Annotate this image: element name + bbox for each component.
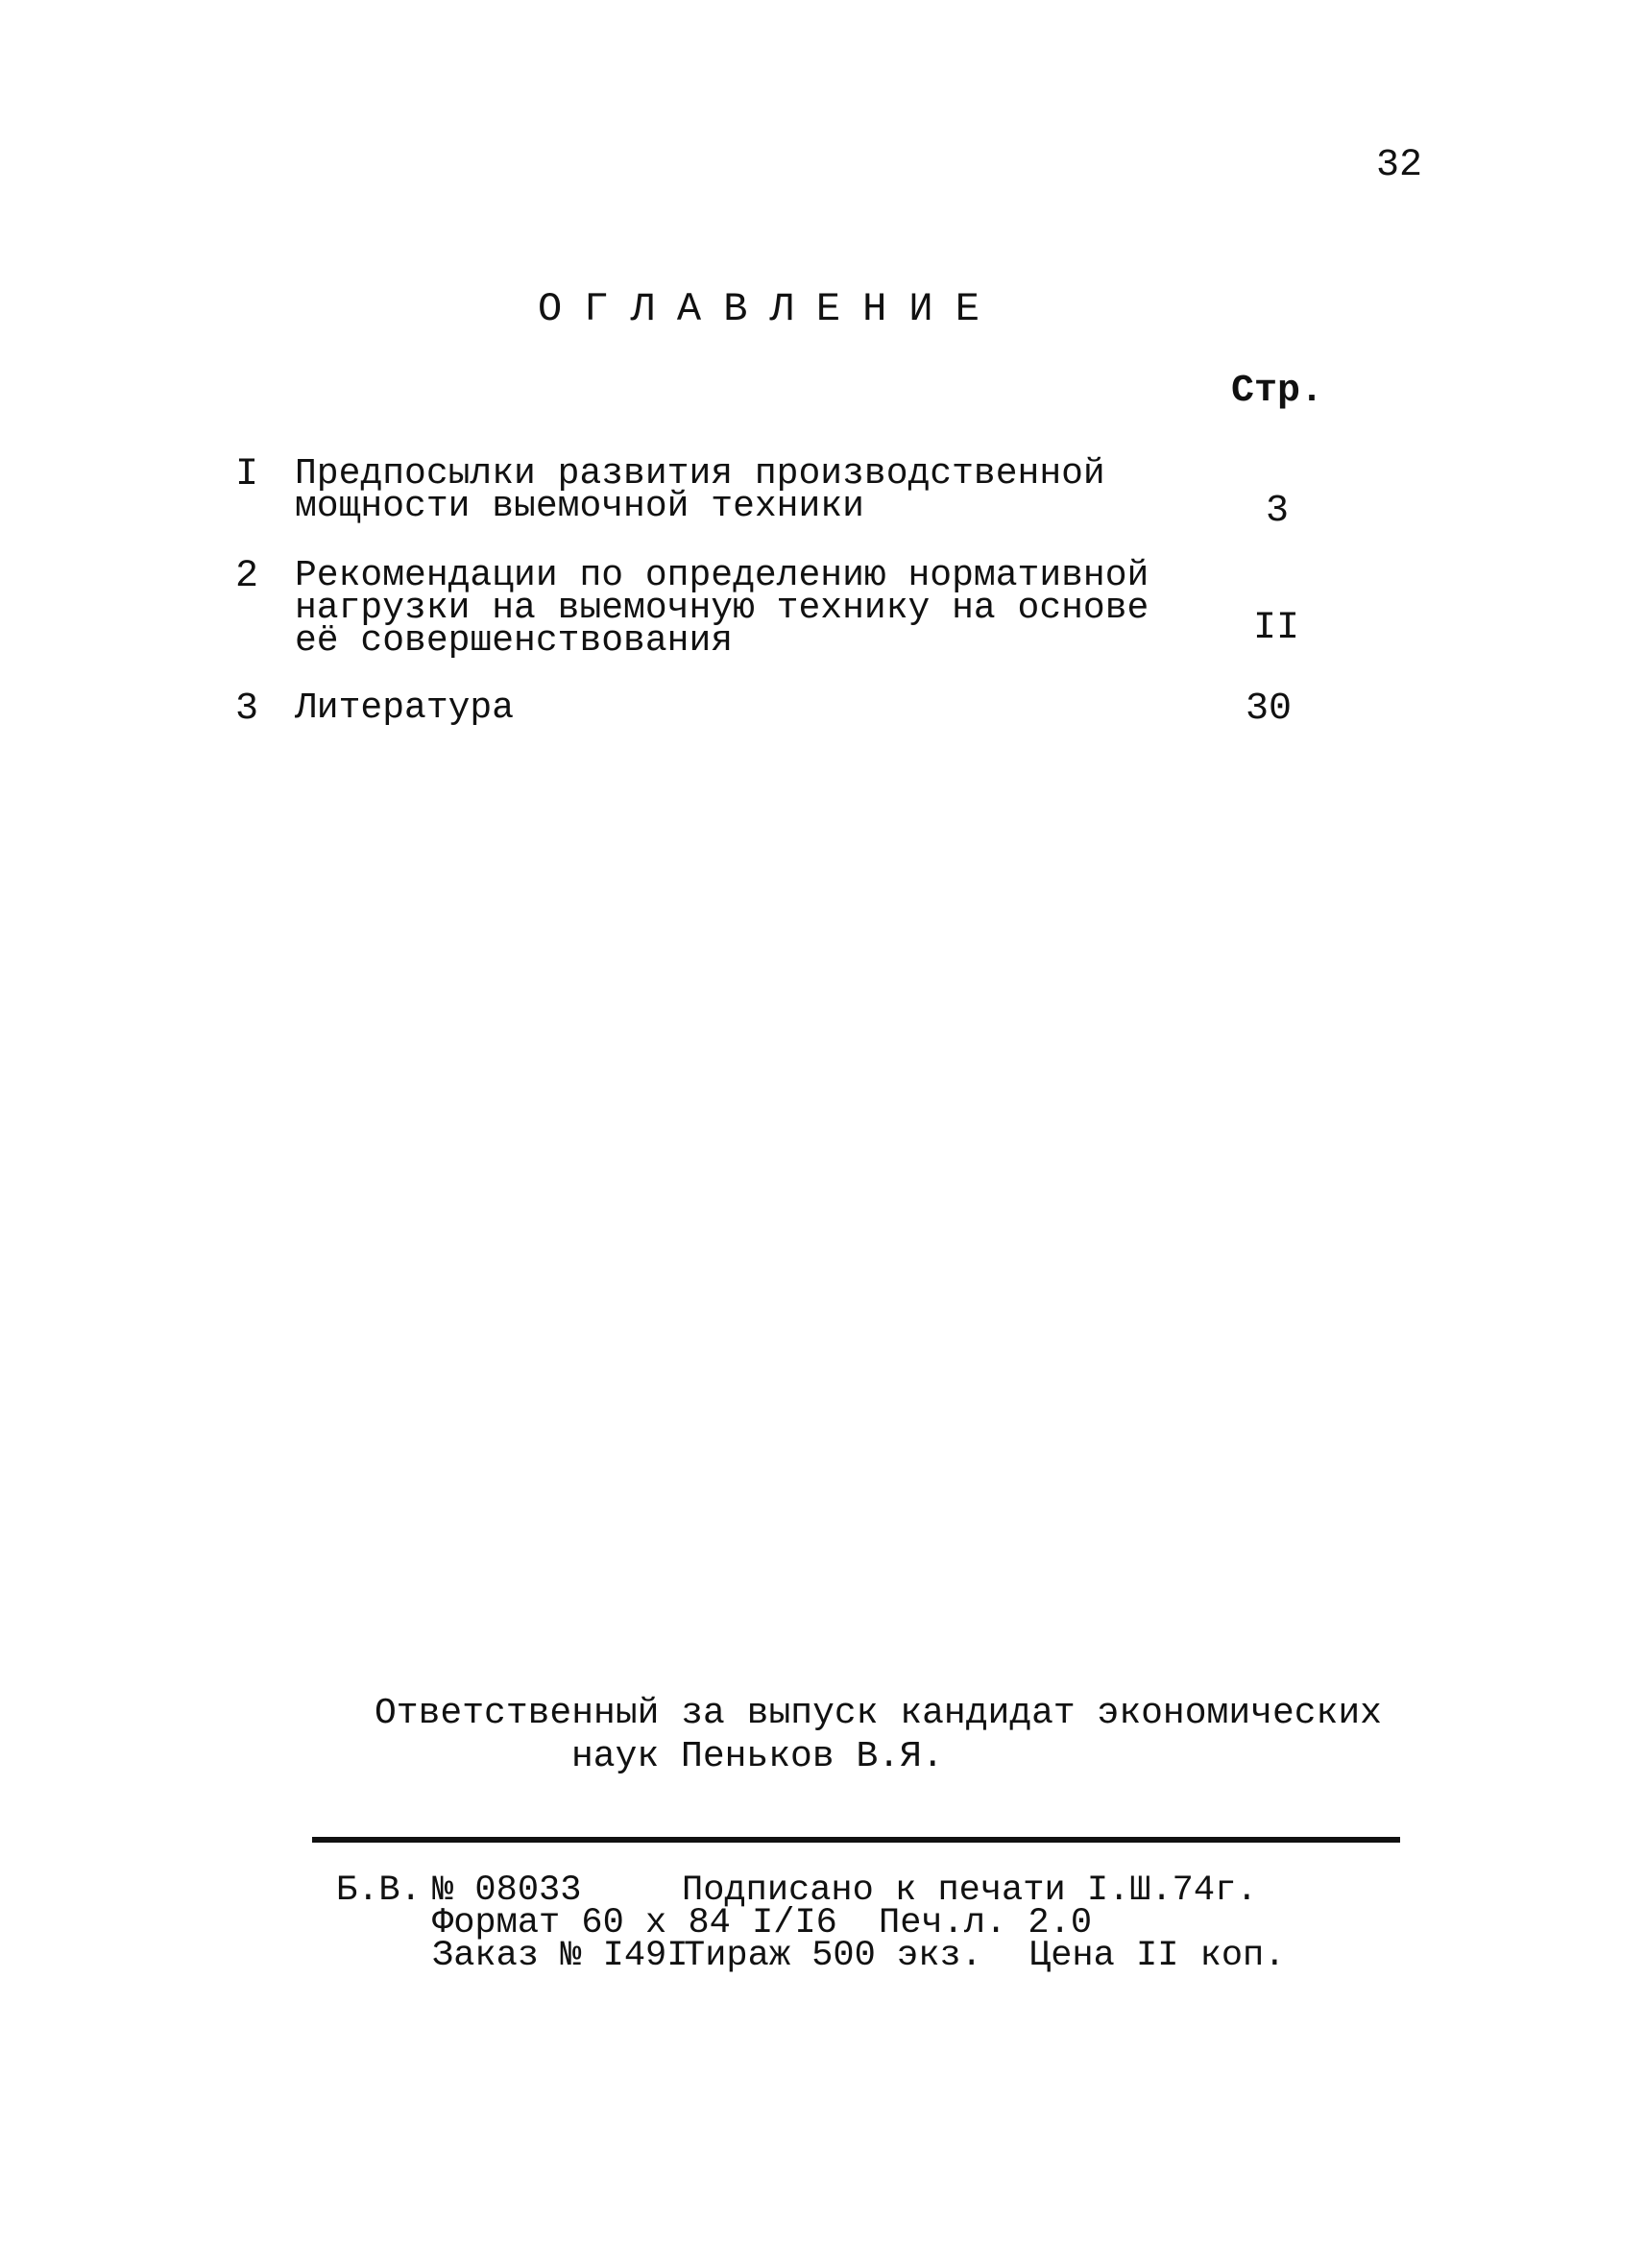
divider-rule [312,1837,1400,1843]
toc-entry-page: II [1253,607,1300,650]
page-column-header: Стр. [1231,370,1324,413]
imprint-price: Цена II коп. [1029,1936,1286,1976]
imprint-print-run: Тираж 500 экз. [684,1936,982,1976]
imprint-signed: Подписано к печати I.Ш.74г. [682,1870,1258,1911]
toc-title: ОГЛАВЛЕНИЕ [538,286,1003,332]
toc-entry-title-line: нагрузки на выемочную технику на основе [295,588,1149,629]
toc-entry-number: 2 [235,555,259,598]
responsible-line: наук Пеньков В.Я. [571,1736,944,1777]
toc-entry-title-line: Рекомендации по определению нормативной [295,555,1149,596]
page-number: 32 [1376,144,1423,187]
imprint-format: Формат 60 х 84 I/I6 [432,1903,837,1943]
toc-entry-title-line: мощности выемочной техники [295,486,864,527]
toc-entry-number: 3 [235,688,259,731]
toc-entry-number: I [235,453,259,496]
imprint-order: Заказ № I49I [432,1936,689,1976]
toc-entry-page: 30 [1246,688,1293,731]
toc-entry-page: 3 [1266,490,1290,533]
imprint-sheets: Печ.л. 2.0 [879,1903,1093,1943]
imprint-bv: Б.В. [336,1870,422,1911]
toc-entry-title-line: Предпосылки развития производственной [295,453,1105,495]
toc-entry-title-line: Литература [295,688,515,729]
responsible-line: Ответственный за выпуск кандидат экономических [375,1693,1382,1734]
toc-entry-title-line: её совершенствования [295,620,734,662]
imprint-bv-number: № 08033 [432,1870,582,1911]
